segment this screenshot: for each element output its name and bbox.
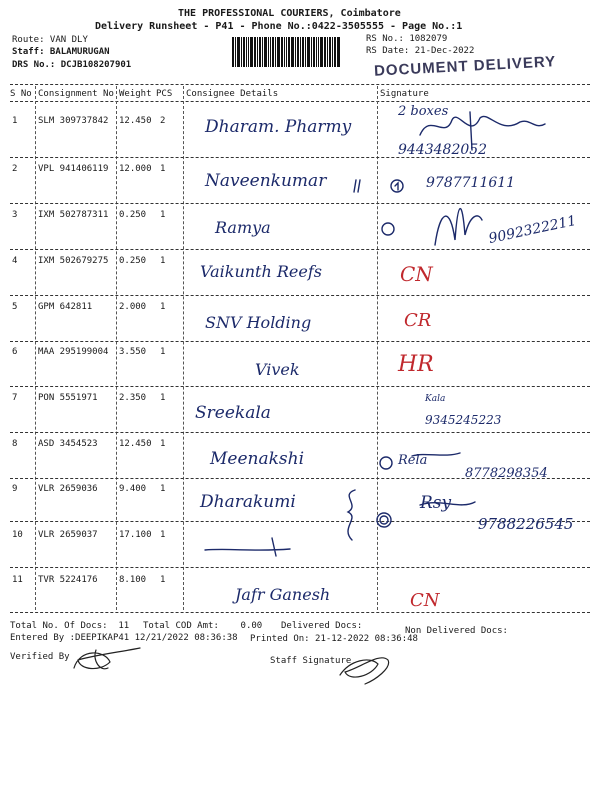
consignee-handwriting: Vivek	[255, 360, 300, 379]
col-divider	[183, 86, 184, 610]
table-bottom-rule	[10, 612, 590, 613]
rs-no-label: RS No.: 1082079	[366, 34, 448, 44]
row-pcs: 2	[160, 116, 166, 126]
row-weight: 0.250	[119, 256, 147, 266]
consignee-handwriting: Sreekala	[195, 403, 271, 423]
consignee-handwriting: Dharam. Pharmy	[205, 117, 352, 137]
row-divider	[10, 295, 590, 296]
row8-circled-mark	[380, 457, 392, 469]
row-consignment: IXM 502787311	[38, 210, 109, 220]
consignee-handwriting: Jafr Ganesh	[235, 585, 331, 604]
row10-consignee-stroke	[205, 538, 290, 556]
row-weight: 2.000	[119, 302, 147, 312]
barcode	[232, 37, 356, 67]
total-cod: Total COD Amt: 0.00	[143, 621, 263, 631]
row2-circled-mark	[391, 180, 403, 192]
row-sno: 4	[12, 256, 18, 266]
row-sno: 8	[12, 439, 18, 449]
total-docs: Total No. Of Docs: 11	[10, 621, 130, 631]
row-divider	[10, 249, 590, 250]
row-consignment: VPL 941406119	[38, 164, 109, 174]
row-pcs: 1	[160, 210, 166, 220]
row-pcs: 1	[160, 484, 166, 494]
row-weight: 0.250	[119, 210, 147, 220]
printed-on: Printed On: 21-12-2022 08:36:48	[250, 634, 418, 644]
row-divider	[10, 432, 590, 433]
staff-signature-label: Staff Signature	[270, 656, 352, 666]
row-consignment: IXM 502679275	[38, 256, 109, 266]
row-pcs: 1	[160, 302, 166, 312]
signature-handwriting: CR	[404, 310, 432, 331]
row3-circled-mark	[382, 223, 394, 235]
row-weight: 12.450	[119, 116, 152, 126]
row-weight: 12.450	[119, 439, 152, 449]
row-weight: 12.000	[119, 164, 152, 174]
row-consignment: SLM 309737842	[38, 116, 109, 126]
row1-signature-scribble	[420, 116, 545, 135]
col-weight: Weight	[119, 89, 152, 99]
row-consignment: GPM 642811	[38, 302, 93, 312]
row-consignment: PON 5551971	[38, 393, 98, 403]
row-pcs: 1	[160, 393, 166, 403]
signature-phone: 9787711611	[426, 175, 516, 191]
drs-label: DRS No.: DCJB108207901	[12, 60, 132, 70]
consignee-handwriting: Ramya	[215, 218, 271, 237]
signature-handwriting: CN	[410, 590, 440, 611]
signature-phone: 8778298354	[465, 466, 548, 481]
route-label: Route: VAN DLY	[12, 35, 88, 45]
row-sno: 6	[12, 347, 18, 357]
row-weight: 17.100	[119, 530, 152, 540]
verified-signature	[74, 648, 140, 669]
signature-phone: 9788226545	[478, 515, 574, 533]
signature-handwriting: 2 boxes	[398, 104, 449, 119]
row-sno: 2	[12, 164, 18, 174]
row3-signature-scribble	[435, 209, 482, 245]
col-pcs: PCS	[156, 89, 173, 99]
row-divider	[10, 478, 590, 479]
consignee-handwriting: Naveenkumar	[205, 171, 327, 191]
row-divider	[10, 386, 590, 387]
row-weight: 2.350	[119, 393, 147, 403]
header-bottom-rule	[10, 101, 590, 102]
row-sno: 9	[12, 484, 18, 494]
col-divider	[35, 86, 36, 610]
signature-phone: 9345245223	[425, 413, 502, 427]
row-weight: 3.550	[119, 347, 147, 357]
row-divider	[10, 341, 590, 342]
col-divider	[377, 86, 378, 610]
row-pcs: 1	[160, 530, 166, 540]
row-sno: 3	[12, 210, 18, 220]
consignee-handwriting: SNV Holding	[205, 313, 312, 332]
col-consignment: Consignment No	[38, 89, 114, 99]
col-divider	[116, 86, 117, 610]
row-pcs: 1	[160, 256, 166, 266]
row-sno: 7	[12, 393, 18, 403]
signature-handwriting: Kala	[425, 394, 446, 404]
row-consignment: VLR 2659037	[38, 530, 98, 540]
header-top-rule	[10, 84, 590, 85]
rs-date-label: RS Date: 21-Dec-2022	[366, 46, 475, 56]
row9-circled-mark-inner	[380, 516, 388, 524]
consignee-handwriting: Dharakumi	[200, 492, 296, 512]
row2-tick	[395, 183, 398, 190]
entered-by: Entered By :DEEPIKAP41 12/21/2022 08:36:38	[10, 633, 238, 643]
company-title: THE PROFESSIONAL COURIERS, Coimbatore	[178, 8, 401, 19]
row-pcs: 1	[160, 439, 166, 449]
verified-by: Verified By	[10, 652, 70, 662]
signature-handwriting: HR	[398, 352, 434, 377]
row9-circled-mark	[377, 513, 391, 527]
signature-handwriting: Rsy	[420, 493, 452, 513]
row-sno: 11	[12, 575, 23, 585]
row-sno: 5	[12, 302, 18, 312]
row-consignment: MAA 295199004	[38, 347, 109, 357]
non-delivered-docs: Non Delivered Docs:	[405, 626, 508, 636]
col-signature: Signature	[380, 89, 429, 99]
row-weight: 9.400	[119, 484, 147, 494]
row-pcs: 1	[160, 347, 166, 357]
col-sno: S No	[10, 89, 32, 99]
runsheet-subtitle: Delivery Runsheet - P41 - Phone No.:0422-3505555 - Page No.:1	[95, 21, 463, 32]
document-delivery-stamp: DOCUMENT DELIVERY	[373, 53, 557, 80]
consignee-handwriting: Meenakshi	[210, 449, 305, 469]
row-divider	[10, 203, 590, 204]
row-pcs: 1	[160, 575, 166, 585]
consignee-handwriting: Vaikunth Reefs	[200, 262, 322, 281]
row-divider	[10, 567, 590, 568]
signature-phone: 9443482052	[398, 142, 488, 158]
signature-phone: 9092322211	[487, 212, 578, 248]
row-sno: 1	[12, 116, 18, 126]
row-weight: 8.100	[119, 575, 147, 585]
row-divider	[10, 157, 590, 158]
signature-handwriting: Rela	[398, 453, 428, 468]
row-consignment: TVR 5224176	[38, 575, 98, 585]
delivered-docs: Delivered Docs:	[281, 621, 363, 631]
row-consignment: VLR 2659036	[38, 484, 98, 494]
row-consignment: ASD 3454523	[38, 439, 98, 449]
staff-label: Staff: BALAMURUGAN	[12, 47, 110, 57]
row-sno: 10	[12, 530, 23, 540]
row-pcs: 1	[160, 164, 166, 174]
row2-stray-mark	[354, 180, 360, 192]
col-consignee: Consignee Details	[186, 89, 279, 99]
signature-handwriting: CN	[400, 262, 433, 286]
row9-brace	[348, 490, 355, 540]
